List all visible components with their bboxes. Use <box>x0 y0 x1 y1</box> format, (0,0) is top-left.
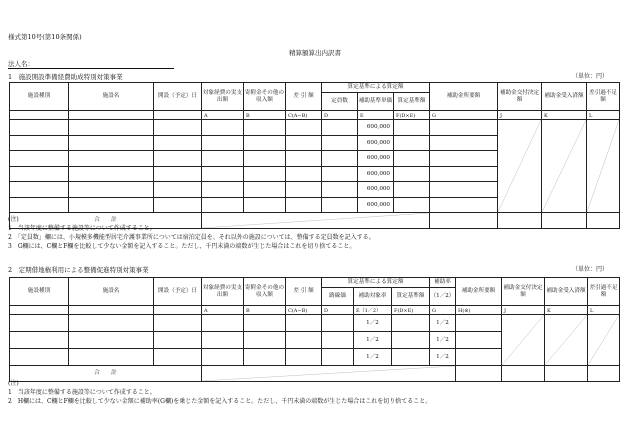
slashed-over-short <box>588 315 620 366</box>
header-required-amount: 補助金所要額 <box>430 83 498 111</box>
slashed-total-block <box>202 366 456 382</box>
cell-difference[interactable] <box>286 120 322 136</box>
letter-e: E <box>358 111 394 120</box>
total-required-amount[interactable] <box>456 366 502 382</box>
letter-d: D <box>322 111 358 120</box>
cell-target-cost[interactable] <box>202 197 244 213</box>
cell-required-amount[interactable] <box>430 135 498 151</box>
cell-facility-name[interactable] <box>69 182 154 198</box>
document-title: 精算額算出内訳書 <box>289 49 341 57</box>
cell-target-cost[interactable] <box>202 315 244 332</box>
total-granted-amount[interactable] <box>502 366 545 382</box>
letter-f: F(D×E) <box>392 306 430 315</box>
header-target-cost: 対象経費の実支出額 <box>202 83 244 111</box>
cell-facility-type[interactable] <box>10 135 69 151</box>
header-facility-type: 施設種別 <box>10 278 69 306</box>
letter-k: K <box>545 306 588 315</box>
cell-standard-amount[interactable] <box>392 332 430 349</box>
cell-required-amount[interactable] <box>456 315 502 332</box>
cell-unit-price: 600,000 <box>358 135 394 151</box>
cell-opening-date[interactable] <box>154 182 202 198</box>
cell-difference[interactable] <box>286 197 322 213</box>
cell-donation[interactable] <box>244 166 286 182</box>
letter-d: D <box>322 306 354 315</box>
section2-note-2: 2 H欄には、C欄とF欄を比較して少ない金額に補助率(G欄)を乗じた金額を記入すること。ただし、千円未満の端数が生じた場合はこれを切り捨てること。 <box>8 398 432 405</box>
header-difference: 差 引 額 <box>286 83 322 111</box>
cell-unit-price: 600,000 <box>358 197 394 213</box>
letter-l: L <box>587 111 620 120</box>
header-granted-amount: 補助金交付決定額 <box>502 278 545 306</box>
total-label: 合 計 <box>10 366 202 382</box>
cell-target-cost[interactable] <box>202 166 244 182</box>
cell-target-cost[interactable] <box>202 120 244 136</box>
total-received-amount[interactable] <box>545 366 588 382</box>
cell-standard-amount[interactable] <box>394 197 430 213</box>
letter-j: J <box>502 306 545 315</box>
cell-standard-amount[interactable] <box>394 182 430 198</box>
cell-donation[interactable] <box>244 182 286 198</box>
slashed-received <box>542 120 587 213</box>
cell-opening-date[interactable] <box>154 332 202 349</box>
slashed-granted <box>498 120 542 213</box>
total-over-short[interactable] <box>588 366 620 382</box>
cell-opening-date[interactable] <box>154 120 202 136</box>
header-standard-group: 算定基準による算定額 <box>322 83 430 93</box>
cell-facility-type[interactable] <box>10 182 69 198</box>
header-unit-price: 補助基準単価 <box>358 93 394 111</box>
cell-target-cost[interactable] <box>202 135 244 151</box>
cell-facility-name[interactable] <box>69 120 154 136</box>
cell-facility-type[interactable] <box>10 151 69 167</box>
section1-note-1: 1 当該年度に整備する施設等について作成すること。 <box>8 225 156 232</box>
letter-b: B <box>244 306 286 315</box>
cell-difference[interactable] <box>286 151 322 167</box>
table-row <box>10 120 620 136</box>
cell-difference[interactable] <box>286 315 322 332</box>
letter-g: G <box>430 111 498 120</box>
cell-standard-amount[interactable] <box>394 120 430 136</box>
header-granted-amount: 補助金交付決定額 <box>498 83 542 111</box>
total-row <box>10 366 620 382</box>
cell-required-amount[interactable] <box>430 151 498 167</box>
cell-standard-amount[interactable] <box>394 135 430 151</box>
header-opening-date: 開設（予定）日 <box>154 83 202 111</box>
section1-title: 1 施設開設準備経費助成特別対策事業 <box>8 73 123 81</box>
cell-capacity[interactable] <box>322 182 358 198</box>
cell-opening-date[interactable] <box>154 349 202 366</box>
letter-a: A <box>202 111 244 120</box>
letter-h: H(※) <box>456 306 502 315</box>
cell-standard-amount[interactable] <box>394 151 430 167</box>
cell-difference[interactable] <box>286 332 322 349</box>
cell-facility-name[interactable] <box>69 197 154 213</box>
cell-facility-name[interactable] <box>69 135 154 151</box>
cell-facility-type[interactable] <box>10 315 69 332</box>
section1-unit: （単位：円） <box>572 73 609 80</box>
cell-road-price[interactable] <box>322 315 354 332</box>
cell-donation[interactable] <box>244 349 286 366</box>
section2-title: 2 定期借地権利用による整備促進特別対策事業 <box>8 266 149 274</box>
cell-opening-date[interactable] <box>154 166 202 182</box>
letter-b: B <box>244 111 286 120</box>
cell-target-cost[interactable] <box>202 349 244 366</box>
section1-table <box>9 82 620 229</box>
cell-opening-date[interactable] <box>154 151 202 167</box>
cell-required-amount[interactable] <box>430 120 498 136</box>
header-over-short: 差引過不足額 <box>587 83 620 111</box>
cell-facility-name[interactable] <box>69 332 154 349</box>
cell-standard-amount[interactable] <box>392 315 430 332</box>
cell-capacity[interactable] <box>322 166 358 182</box>
cell-unit-price: 600,000 <box>358 166 394 182</box>
cell-donation[interactable] <box>244 135 286 151</box>
cell-unit-price: 600,000 <box>358 120 394 136</box>
cell-donation[interactable] <box>244 332 286 349</box>
cell-donation[interactable] <box>244 315 286 332</box>
header-required-amount: 補助金所要額 <box>456 278 502 306</box>
cell-capacity[interactable] <box>322 151 358 167</box>
header-subsidy-rate: 補助率 <box>430 278 456 288</box>
header-facility-name: 施設名 <box>69 83 154 111</box>
header-facility-name: 施設名 <box>69 278 154 306</box>
cell-donation[interactable] <box>244 151 286 167</box>
header-donation: 寄附金その他の収入額 <box>244 83 286 111</box>
cell-capacity[interactable] <box>322 197 358 213</box>
cell-facility-type[interactable] <box>10 332 69 349</box>
cell-subsidy-ratio: 1／2 <box>354 315 392 332</box>
cell-subsidy-ratio: 1／2 <box>354 349 392 366</box>
cell-subsidy-ratio: 1／2 <box>354 332 392 349</box>
section2-unit: （単位：円） <box>572 266 609 273</box>
letter-c: C(A−B) <box>286 306 322 315</box>
letter-e: E（1／2） <box>354 306 392 315</box>
slashed-received <box>545 315 588 366</box>
total-required-amount[interactable] <box>430 213 498 229</box>
cell-facility-name[interactable] <box>69 315 154 332</box>
cell-donation[interactable] <box>244 197 286 213</box>
slashed-over-short <box>587 120 620 213</box>
cell-facility-type[interactable] <box>10 120 69 136</box>
cell-required-amount[interactable] <box>456 332 502 349</box>
section2-table <box>9 277 620 382</box>
cell-road-price[interactable] <box>322 349 354 366</box>
cell-donation[interactable] <box>244 120 286 136</box>
section1-note-head: (注) <box>8 216 19 223</box>
cell-difference[interactable] <box>286 135 322 151</box>
cell-standard-amount[interactable] <box>392 349 430 366</box>
letter-g: G <box>430 306 456 315</box>
cell-facility-type[interactable] <box>10 349 69 366</box>
corporation-label: 法人名： <box>8 60 34 68</box>
cell-opening-date[interactable] <box>154 135 202 151</box>
slashed-granted <box>502 315 545 366</box>
letter-c: C(A−B) <box>286 111 322 120</box>
header-road-price: 路線価 <box>322 288 354 306</box>
slashed-total-block <box>202 213 430 229</box>
letter-f: F(D×E) <box>394 111 430 120</box>
total-received-amount[interactable] <box>542 213 587 229</box>
cell-opening-date[interactable] <box>154 197 202 213</box>
cell-capacity[interactable] <box>322 135 358 151</box>
cell-subsidy-rate: 1／2 <box>430 315 456 332</box>
total-granted-amount[interactable] <box>498 213 542 229</box>
cell-target-cost[interactable] <box>202 332 244 349</box>
letter-j: J <box>498 111 542 120</box>
header-target-cost: 対象経費の実支出額 <box>202 278 244 306</box>
cell-difference[interactable] <box>286 182 322 198</box>
header-standard-group: 算定基準による算定額 <box>322 278 430 288</box>
header-difference: 差 引 額 <box>286 278 322 306</box>
cell-road-price[interactable] <box>322 332 354 349</box>
letter-k: K <box>542 111 587 120</box>
cell-required-amount[interactable] <box>430 166 498 182</box>
header-standard-amount: 算定基準額 <box>392 288 430 306</box>
header-capacity: 定員数 <box>322 93 358 111</box>
cell-required-amount[interactable] <box>430 197 498 213</box>
cell-subsidy-rate: 1／2 <box>430 332 456 349</box>
cell-facility-name[interactable] <box>69 349 154 366</box>
cell-facility-type[interactable] <box>10 197 69 213</box>
corporation-name-field[interactable] <box>8 68 174 69</box>
header-subsidy-ratio: 補助対象率 <box>354 288 392 306</box>
cell-required-amount[interactable] <box>456 349 502 366</box>
header-subsidy-rate-value: （1／2） <box>430 288 456 306</box>
section1-note-3: 3 G欄には、C欄とF欄を比較して少ない金額を記入すること。ただし、千円未満の端数が生じた場合はこれを切り捨てること。 <box>8 243 356 250</box>
cell-target-cost[interactable] <box>202 151 244 167</box>
cell-standard-amount[interactable] <box>394 166 430 182</box>
cell-opening-date[interactable] <box>154 315 202 332</box>
cell-facility-type[interactable] <box>10 166 69 182</box>
section1-note-2: 2 「定員数」欄には、小規模多機能型居宅介護事業所については宿泊定員を、それ以外の施設については、整備する定員数を記入する。 <box>8 234 375 241</box>
header-opening-date: 開設（予定）日 <box>154 278 202 306</box>
cell-capacity[interactable] <box>322 120 358 136</box>
header-received-amount: 補助金受入済額 <box>542 83 587 111</box>
table-row <box>10 315 620 332</box>
cell-unit-price: 600,000 <box>358 151 394 167</box>
letter-l: L <box>588 306 620 315</box>
total-label: 合 計 <box>10 213 202 229</box>
header-standard-amount: 算定基準額 <box>394 93 430 111</box>
cell-facility-name[interactable] <box>69 151 154 167</box>
cell-required-amount[interactable] <box>430 182 498 198</box>
form-number: 様式第10号(第10条関係) <box>8 33 82 41</box>
header-received-amount: 補助金受入済額 <box>545 278 588 306</box>
cell-unit-price: 600,000 <box>358 182 394 198</box>
cell-difference[interactable] <box>286 166 322 182</box>
letter-a: A <box>202 306 244 315</box>
cell-target-cost[interactable] <box>202 182 244 198</box>
header-over-short: 差引過不足額 <box>588 278 620 306</box>
cell-facility-name[interactable] <box>69 166 154 182</box>
header-facility-type: 施設種別 <box>10 83 69 111</box>
header-donation: 寄附金その他の収入額 <box>244 278 286 306</box>
total-over-short[interactable] <box>587 213 620 229</box>
cell-subsidy-rate: 1／2 <box>430 349 456 366</box>
section2-note-head: (注) <box>8 380 19 387</box>
cell-difference[interactable] <box>286 349 322 366</box>
section2-note-1: 1 当該年度に整備する施設等について作成すること。 <box>8 389 156 396</box>
